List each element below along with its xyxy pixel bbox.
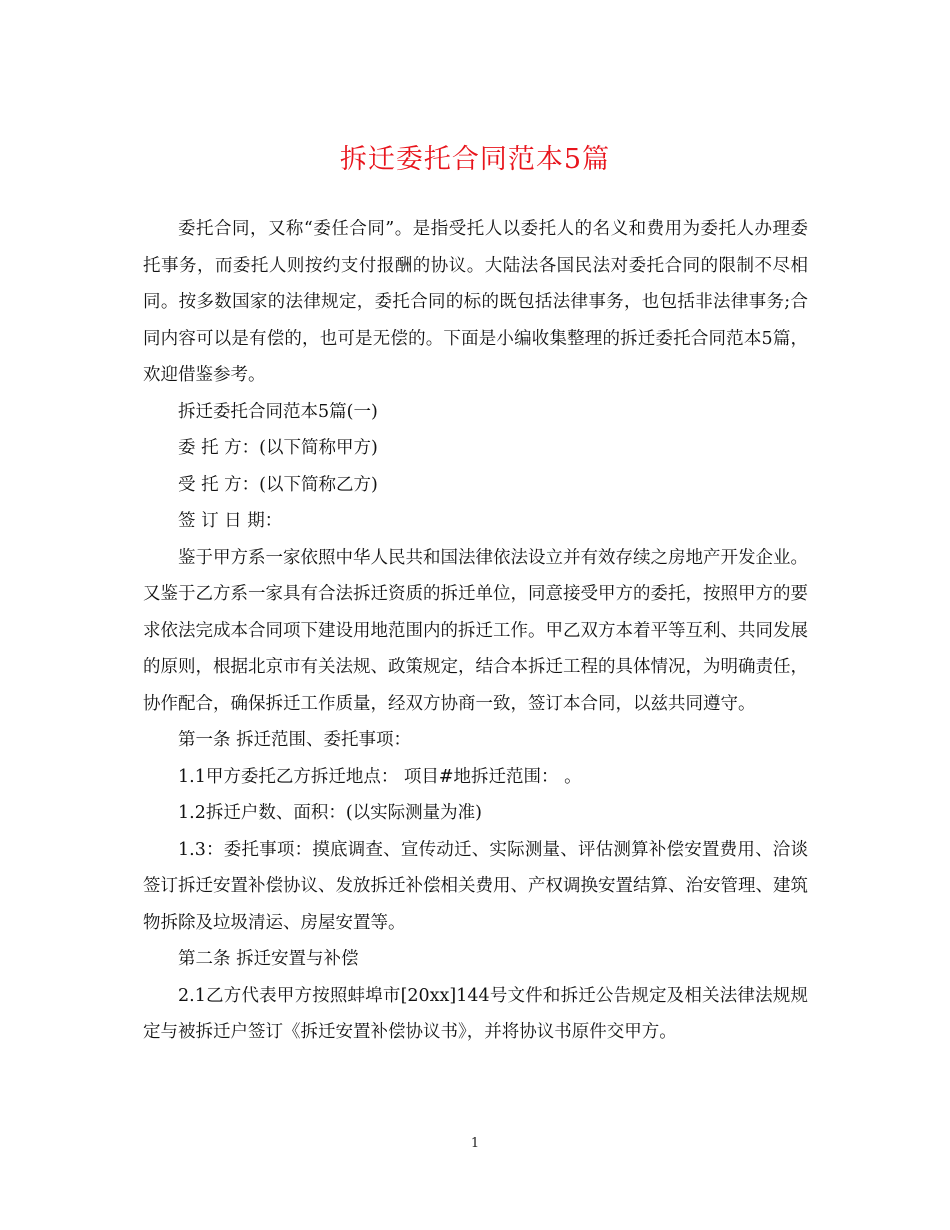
document-title: 拆迁委托合同范本5篇 [339, 144, 611, 175]
clause-2-1: 2.1乙方代表甲方按照蚌埠市[20xx]144号文件和拆迁公告规定及相关法律法规规定与被拆迁户签订《拆迁安置补偿协议书》，并将协议书原件交甲方。 [143, 985, 808, 1042]
signing-date-line: 签 订 日 期： [178, 511, 283, 531]
agent-line: 受 托 方：(以下简称乙方) [178, 474, 378, 495]
clause-1-2: 1.2拆迁户数、面积：(以实际测量为准) [178, 803, 482, 823]
principal-line: 委 托 方：(以下简称甲方) [178, 438, 378, 458]
recital-paragraph: 鉴于甲方系一家依照中华人民共和国法律依法设立并有效存续之房地产开发企业。又鉴于乙方系一家具有合法拆迁资质的拆迁单位，同意接受甲方的委托，按照甲方的要求依法完成本合同项下建设用地范围内的拆迁工作。甲乙双方本着平等互利、共同发展的原则，根据北京市有关法规、政策规定，结合本拆迁工程的具体情况，为明确责任，协作配合，确保拆迁工作质量，经双方协商一致，签订本合同，以兹共同遵守。 [143, 547, 808, 714]
page-number: 1 [470, 1136, 480, 1151]
document-body [143, 211, 808, 1051]
clause-1-1: 1.1甲方委托乙方拆迁地点： 项目#地拆迁范围： 。 [178, 766, 582, 787]
clause-1-3: 1.3：委托事项：摸底调查、宣传动迁、实际测量、评估测算补偿安置费用、洽谈签订拆迁安置补偿协议、发放拆迁补偿相关费用、产权调换安置结算、治安管理、建筑物拆除及垃圾清运、房屋安置等。 [143, 839, 808, 933]
intro-paragraph: 委托合同，又称“委任合同”。是指受托人以委托人的名义和费用为委托人办理委托事务，而委托人则按约支付报酬的协议。大陆法各国民法对委托合同的限制不尽相同。按多数国家的法律规定，委托合同的标的既包括法律事务，也包括非法律事务;合同内容可以是有偿的，也可是无偿的。下面是小编收集整理的拆迁委托合同范本5篇，欢迎借鉴参考。 [143, 219, 808, 385]
section-heading-one: 拆迁委托合同范本5篇(一) [178, 401, 378, 422]
article-one-heading: 第一条 拆迁范围、委托事项： [178, 730, 412, 750]
article-two-heading: 第二条 拆迁安置与补偿 [178, 949, 359, 969]
